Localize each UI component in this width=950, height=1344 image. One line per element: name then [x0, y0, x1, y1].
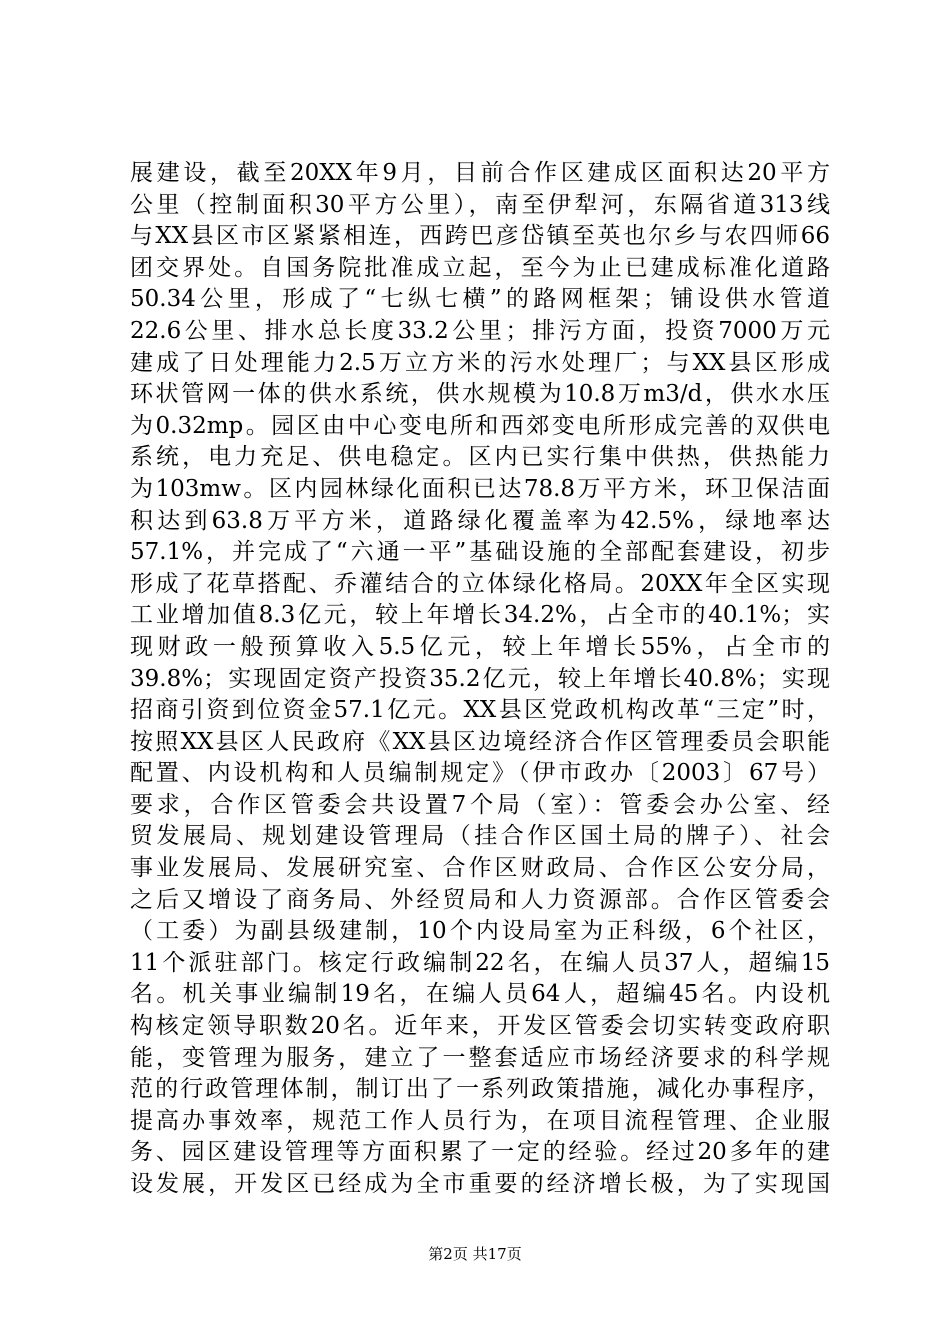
text-line: 名。机关事业编制19名，在编人员64人，超编45名。内设机: [130, 981, 830, 1008]
text-line: 50.34公里，形成了“七纵七横”的路网框架；铺设供水管道: [130, 286, 830, 313]
text-line: 贸发展局、规划建设管理局（挂合作区国土局的牌子）、社会: [130, 823, 830, 850]
text-line: 为103mw。区内园林绿化面积已达78.8万平方米，环卫保洁面: [130, 475, 830, 502]
text-line: 配置、内设机构和人员编制规定》（伊市政办〔2003〕67号）: [130, 760, 830, 787]
text-line: 现财政一般预算收入5.5亿元，较上年增长55%，占全市的: [130, 633, 830, 660]
text-line: 事业发展局、发展研究室、合作区财政局、合作区公安分局，: [130, 855, 830, 882]
text-line: 形成了花草搭配、乔灌结合的立体绿化格局。20XX年全区实现: [130, 570, 830, 597]
text-line: 工业增加值8.3亿元，较上年增长34.2%，占全市的40.1%；实: [130, 602, 830, 629]
text-line: 提高办事效率，规范工作人员行为，在项目流程管理、企业服: [130, 1107, 830, 1134]
text-line: 57.1%，并完成了“六通一平”基础设施的全部配套建设，初步: [130, 539, 830, 566]
text-line: 构核定领导职数20名。近年来，开发区管委会切实转变政府职: [130, 1013, 830, 1040]
text-line: 系统，电力充足、供电稳定。区内已实行集中供热，供热能力: [130, 444, 830, 471]
text-line: 公里（控制面积30平方公里），南至伊犁河，东隔省道313线: [130, 191, 830, 218]
text-line: 务、园区建设管理等方面积累了一定的经验。经过20多年的建: [130, 1139, 830, 1166]
text-line: 要求，合作区管委会共设置7个局（室）：管委会办公室、经: [130, 791, 830, 818]
text-line: 设发展，开发区已经成为全市重要的经济增长极，为了实现国: [130, 1171, 830, 1197]
text-line: 11个派驻部门。核定行政编制22名，在编人员37人，超编15: [130, 949, 830, 976]
text-line: （工委）为副县级建制，10个内设局室为正科级，6个社区，: [130, 918, 830, 945]
text-line: 之后又增设了商务局、外经贸局和人力资源部。合作区管委会: [130, 886, 830, 913]
text-line: 与XX县区市区紧紧相连，西跨巴彦岱镇至英也尔乡与农四师66: [130, 223, 830, 250]
text-line: 39.8%；实现固定资产投资35.2亿元，较上年增长40.8%；实现: [130, 665, 830, 692]
text-line: 范的行政管理体制，制订出了一系列政策措施，减化办事程序，: [130, 1076, 830, 1103]
text-line: 展建设，截至20XX年9月，目前合作区建成区面积达20平方: [130, 160, 830, 186]
body-text: [130, 158, 830, 1201]
text-line: 积达到63.8万平方米，道路绿化覆盖率为42.5%，绿地率达: [130, 507, 830, 534]
text-line: 环状管网一体的供水系统，供水规模为10.8万m3/d，供水水压: [130, 381, 830, 408]
text-line: 22.6公里、排水总长度33.2公里；排污方面，投资7000万元: [130, 317, 830, 344]
text-line: 招商引资到位资金57.1亿元。XX县区党政机构改革“三定”时，: [130, 697, 830, 724]
page-footer: 第2页 共17页: [428, 1245, 522, 1263]
text-line: 能，变管理为服务，建立了一整套适应市场经济要求的科学规: [130, 1044, 830, 1071]
text-line: 为0.32mp。园区由中心变电所和西郊变电所形成完善的双供电: [130, 412, 830, 439]
text-line: 按照XX县区人民政府《XX县区边境经济合作区管理委员会职能: [130, 728, 830, 755]
text-line: 建成了日处理能力2.5万立方米的污水处理厂；与XX县区形成: [130, 349, 830, 376]
text-line: 团交界处。自国务院批准成立起，至今为止已建成标准化道路: [130, 254, 830, 281]
